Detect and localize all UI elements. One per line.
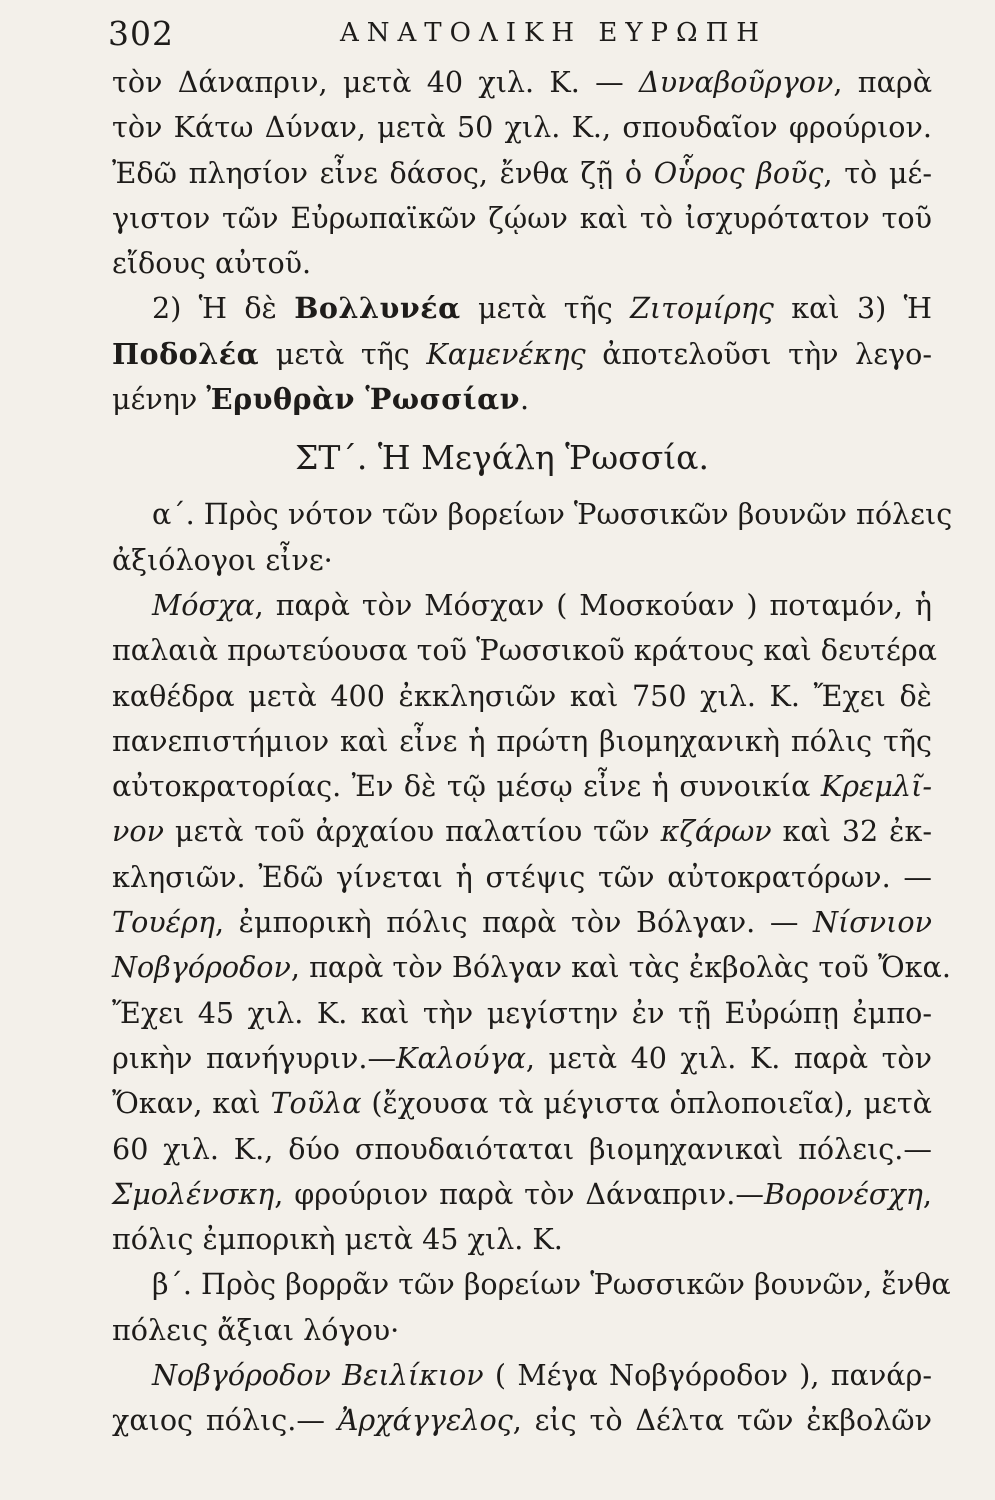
text-line: Τουέρη, ἐμπορικὴ πόλις παρὰ τὸν Βόλγαν. — Νίσνιον [112, 905, 932, 940]
place-name: Ζιτομίρης [630, 291, 774, 326]
place-name: Νίσνιον [813, 905, 932, 940]
text-line: κλησιῶν. Ἐδῶ γίνεται ἡ στέψις τῶν αὐτοκρατόρων. — [112, 859, 932, 894]
text-line: β΄. Πρὸς βορρᾶν τῶν βορείων Ῥωσσικῶν βουνῶν, ἔνθα [152, 1267, 951, 1302]
text-line: α΄. Πρὸς νότον τῶν βορείων Ῥωσσικῶν βουνῶν πόλεις [152, 497, 953, 532]
text-line: Νοβγόροδον Βειλίκιον ( Μέγα Νοβγόροδον ), πανάρ- [152, 1358, 932, 1393]
text-line: τὸν Κάτω Δύναν, μετὰ 50 χιλ. Κ., σπουδαῖον φρούριον. [112, 110, 932, 145]
place-name: Κρεμλῖ- [820, 769, 932, 804]
place-name: Τουέρη [112, 905, 215, 940]
region-name: Βολλυνέα [294, 291, 461, 326]
term: κζάρων [660, 814, 772, 849]
text-line: Ἐδῶ πλησίον εἶνε δάσος, ἔνθα ζῇ ὁ Οὗρος βοῦς, τὸ μέ- [112, 155, 932, 190]
text-line: Σμολένσκη, φρούριον παρὰ τὸν Δάναπριν.—Βορονέσχη, [112, 1176, 932, 1211]
text-line: παλαιὰ πρωτεύουσα τοῦ Ῥωσσικοῦ κράτους καὶ δευτέρα [112, 633, 937, 668]
place-name: Καλούγα [396, 1040, 526, 1075]
text-line: τὸν Δάναπριν, μετὰ 40 χιλ. Κ. — Δυναβοῦργον, παρὰ [112, 65, 932, 99]
text-line: αὐτοκρατορίας. Ἐν δὲ τῷ μέσῳ εἶνε ἡ συνοικία Κρεμλῖ- [112, 769, 932, 804]
text-line: γιστον τῶν Εὐρωπαϊκῶν ζῴων καὶ τὸ ἰσχυρότατον τοῦ [112, 200, 932, 235]
text-line: Ὄκαν, καὶ Τοῦλα (ἔχουσα τὰ μέγιστα ὁπλοποιεῖα), μετὰ [112, 1086, 932, 1121]
place-name: Νοβγόροδον [112, 950, 291, 985]
place-name: Νοβγόροδον Βειλίκιον [152, 1358, 484, 1393]
place-name: Μόσχα [152, 587, 255, 622]
text-line: Ἔχει 45 χιλ. Κ. καὶ τὴν μεγίστην ἐν τῇ Εὐρώπῃ ἐμπο- [112, 995, 932, 1030]
text-line: 60 χιλ. Κ., δύο σπουδαιόταται βιομηχανικαὶ πόλεις.— [112, 1131, 932, 1166]
text-line: πόλεις ἄξιαι λόγου· [112, 1312, 400, 1347]
text-line: πόλις ἐμπορικὴ μετὰ 45 χιλ. Κ. [112, 1222, 563, 1257]
text-line: καθέδρα μετὰ 400 ἐκκλησιῶν καὶ 750 χιλ. Κ. Ἔχει δὲ [112, 678, 932, 713]
body-text [112, 60, 953, 1444]
text-line: πανεπιστήμιον καὶ εἶνε ἡ πρώτη βιομηχανικὴ πόλις τῆς [112, 723, 932, 758]
region-name: Ποδολέα [112, 336, 260, 371]
text-line: Ποδολέα μετὰ τῆς Καμενέκης ἀποτελοῦσι τὴν λεγο- [112, 336, 932, 371]
section-heading: ΣΤ΄. Ἡ Μεγάλη Ῥωσσία. [295, 438, 709, 478]
place-name: Βορονέσχη [763, 1176, 923, 1211]
region-name: Ἐρυθρὰν Ῥωσσίαν [206, 382, 520, 417]
place-name: Τοῦλα [270, 1086, 362, 1121]
place-name: Καμενέκης [426, 336, 586, 371]
text-line: εἴδους αὐτοῦ. [112, 246, 312, 281]
species-name: Οὗρος βοῦς [653, 155, 824, 190]
text-line: Νοβγόροδον, παρὰ τὸν Βόλγαν καὶ τὰς ἐκβολὰς τοῦ Ὄκα. [112, 950, 951, 985]
text-line: ρικὴν πανήγυριν.—Καλούγα, μετὰ 40 χιλ. Κ. παρὰ τὸν [112, 1040, 932, 1075]
text-line: μένην Ἐρυθρὰν Ῥωσσίαν. [112, 382, 530, 417]
place-name: νον [112, 814, 164, 849]
page-header [108, 14, 938, 58]
place-name: Ἀρχάγγελος [337, 1403, 513, 1438]
text-line: Μόσχα, παρὰ τὸν Μόσχαν ( Μοσκούαν ) ποταμόν, ἡ [152, 587, 932, 622]
place-name: Σμολένσκη [112, 1176, 275, 1211]
text-line: χαιος πόλις.— Ἀρχάγγελος, εἰς τὸ Δέλτα τῶν ἐκβολῶν [112, 1403, 932, 1438]
place-name: Δυναβοῦργον [639, 65, 834, 99]
page-number: 302 [108, 14, 174, 53]
text-line: ἀξιόλογοι εἶνε· [112, 542, 333, 577]
text-line: νον μετὰ τοῦ ἀρχαίου παλατίου τῶν κζάρων καὶ 32 ἐκ- [112, 814, 933, 849]
running-title: ΑΝΑΤΟΛΙΚΗ ΕΥΡΩΠΗ [340, 18, 767, 48]
text-line: 2) Ἡ δὲ Βολλυνέα μετὰ τῆς Ζιτομίρης καὶ 3) Ἡ [152, 291, 932, 326]
